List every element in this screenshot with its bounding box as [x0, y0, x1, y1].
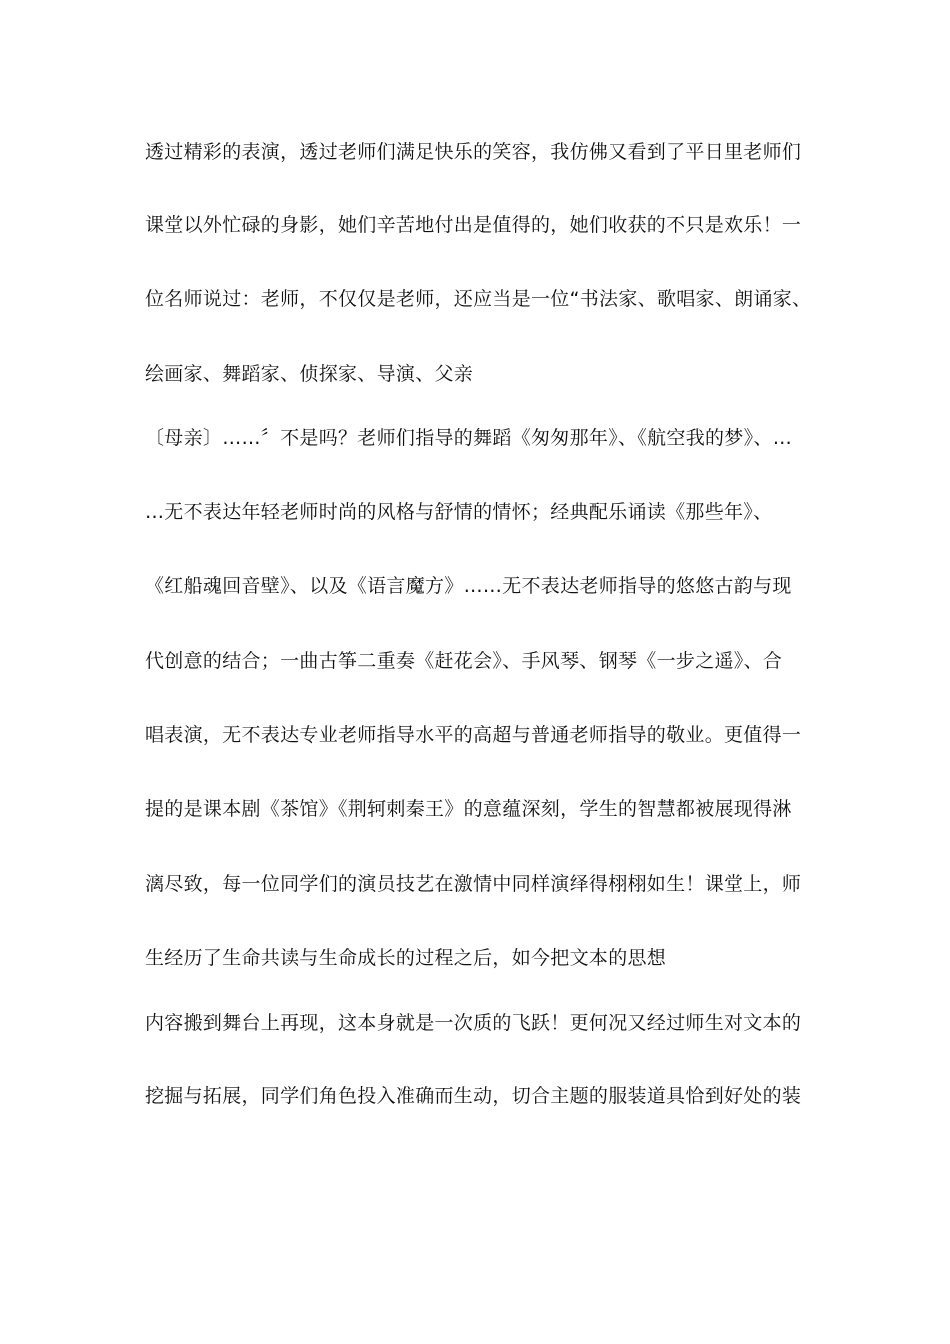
text-line-8: 代创意的结合；一曲古筝二重奏《赶花会》、手风琴、钢琴《一步之遥》、合 [145, 650, 783, 672]
text-line-7: 《红船魂回音壁》、以及《语言魔方》……无不表达老师指导的悠悠古韵与现 [145, 575, 792, 597]
text-line-3: 位名师说过：老师，不仅仅是老师，还应当是一位“书法家、歌唱家、朗诵家、 [145, 288, 812, 310]
text-line-10: 提的是课本剧《茶馆》《荆轲刺秦王》的意蕴深刻，学生的智慧都被展现得淋 [145, 798, 792, 820]
text-line-14: 挖掘与拓展，同学们角色投入准确而生动，切合主题的服装道具恰到好处的装 [145, 1085, 802, 1107]
text-line-13: 内容搬到舞台上再现，这本身就是一次质的飞跃！更何况又经过师生对文本的 [145, 1012, 802, 1034]
text-line-12: 生经历了生命共读与生命成长的过程之后，如今把文本的思想 [145, 947, 667, 969]
text-line-9: 唱表演，无不表达专业老师指导水平的高超与普通老师指导的敬业。更值得一 [145, 724, 802, 746]
text-line-5: 〔母亲〕……〞不是吗？老师们指导的舞蹈《匆匆那年》、《航空我的梦》、… [145, 427, 793, 449]
text-line-6: …无不表达年轻老师时尚的风格与舒情的情怀；经典配乐诵读《那些年》、 [145, 501, 773, 523]
text-line-2: 课堂以外忙碌的身影，她们辛苦地付出是值得的，她们收获的不只是欢乐！一 [145, 214, 802, 236]
text-line-1: 透过精彩的表演，透过老师们满足快乐的笑容，我仿佛又看到了平日里老师们 [145, 141, 802, 163]
text-line-11: 漓尽致，每一位同学们的演员技艺在激情中同样演绎得栩栩如生！课堂上，师 [145, 873, 802, 895]
text-line-4: 绘画家、舞蹈家、侦探家、导演、父亲 [145, 363, 474, 385]
